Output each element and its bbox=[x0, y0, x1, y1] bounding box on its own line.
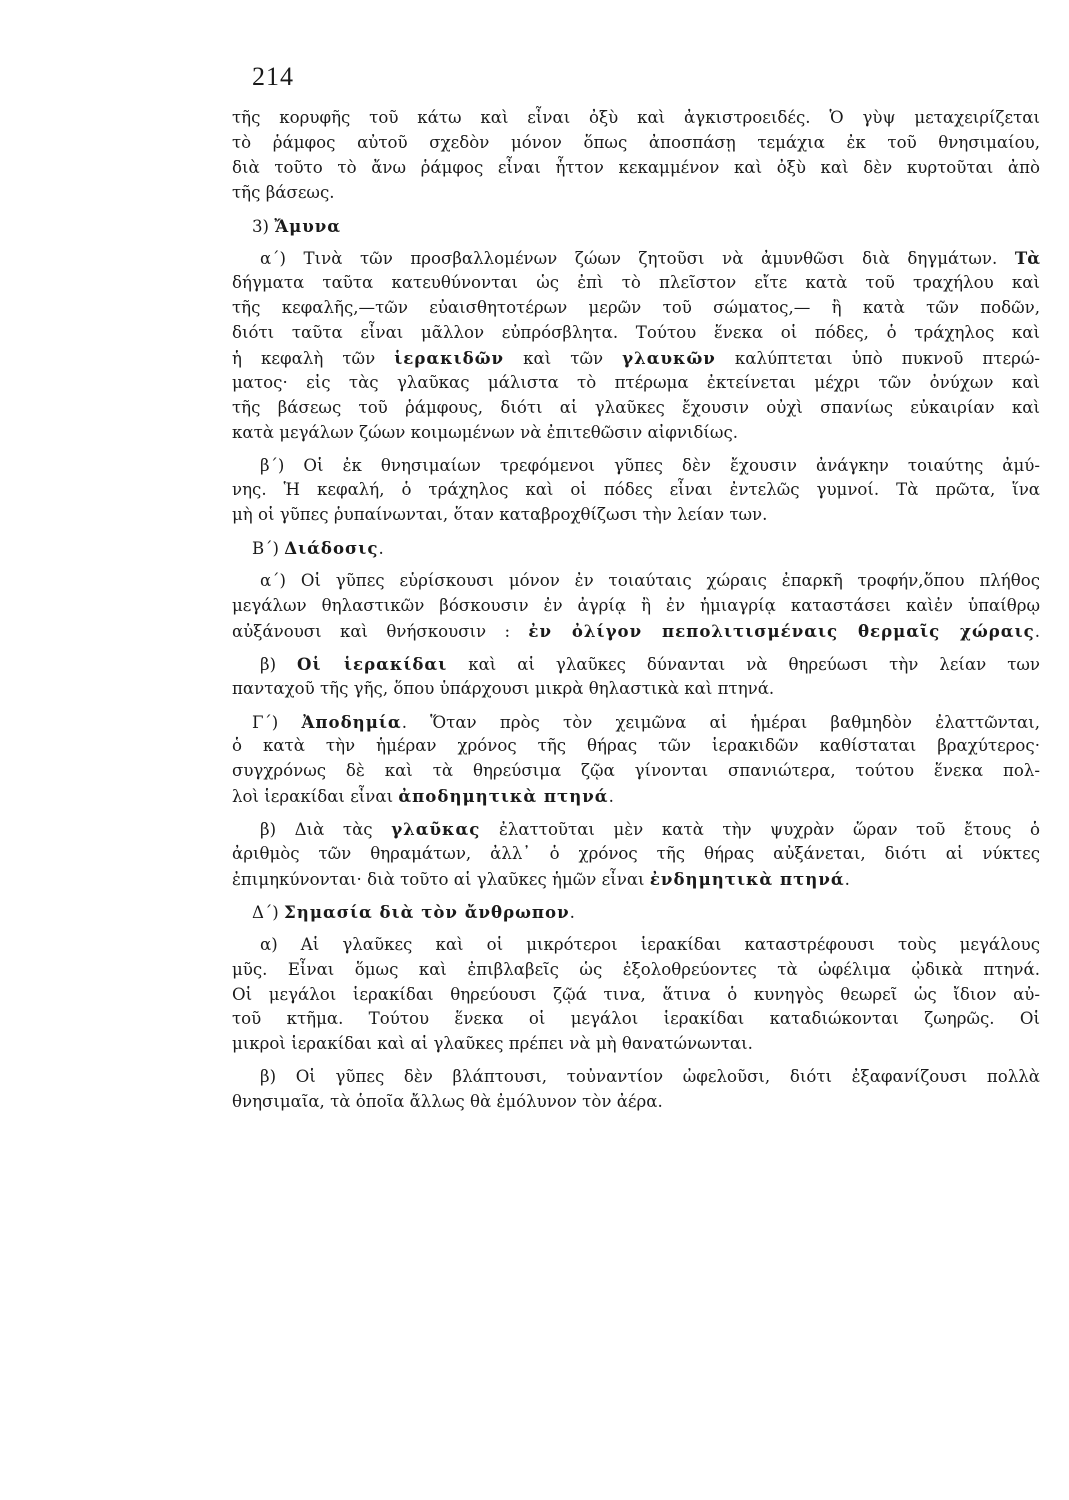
text-line: β) Διὰ τὰς γλαῦκας ἐλαττοῦται μὲν κατὰ τὴν ψυχρὰν ὥραν τοῦ ἔτους ὁ bbox=[260, 819, 1040, 840]
bold-term: Οἱ ἱερακίδαι bbox=[297, 653, 448, 674]
text-line: θνησιμαῖα, τὰ ὁποῖα ἄλλως θὰ ἐμόλυνον τὸν ἀέρα. bbox=[232, 1092, 663, 1112]
bold-term: ἱερακιδῶν bbox=[394, 348, 505, 369]
text-line: μῦς. Εἶναι ὅμως καὶ ἐπιβλαβεῖς ὡς ἐξολοθρεύοντες τὰ ὠφέλιμα ᾠδικὰ πτηνά. bbox=[232, 959, 1040, 979]
text-line: πανταχοῦ τῆς γῆς, ὅπου ὑπάρχουσι μικρὰ θηλαστικὰ καὶ πτηνά. bbox=[232, 678, 775, 698]
section-heading-significance: Δ΄) Σημασία διὰ τὸν ἄνθρωπον. bbox=[252, 901, 575, 922]
text-line: δήγματα ταῦτα κατευθύνονται ὡς ἐπὶ τὸ πλεῖστον εἴτε κατὰ τοῦ τραχήλου καὶ bbox=[232, 273, 1040, 293]
text-line: μεγάλων θηλαστικῶν βόσκουσιν ἐν ἀγρίᾳ ἢ ἐν ἡμιαγρίᾳ καταστάσει καὶἐν ὑπαίθρῳ bbox=[232, 596, 1040, 616]
heading-text: Σημασία διὰ τὸν ἄνθρωπον bbox=[284, 901, 570, 922]
text-line: ματος· εἰς τὰς γλαῦκας μάλιστα τὸ πτέρωμα ἐκτείνεται μέχρι τῶν ὀνύχων καὶ bbox=[232, 372, 1040, 392]
bold-term: ἐνδημητικὰ πτηνά bbox=[649, 868, 845, 889]
text-line: β) Οἱ γῦπες δὲν βλάπτουσι, τοὐναντίον ὠφελοῦσι, διότι ἐξαφανίζουσι πολλὰ bbox=[260, 1067, 1040, 1087]
page-number: 214 bbox=[252, 62, 294, 91]
text-line: α) Αἱ γλαῦκες καὶ οἱ μικρότεροι ἱερακίδαι καταστρέφουσι τοὺς μεγάλους bbox=[260, 934, 1040, 954]
bold-text: Τὰ bbox=[1014, 248, 1040, 269]
text-line: Οἱ μεγάλοι ἱερακίδαι θηρεύουσι ζῷά τινα, ἅτινα ὁ κυνηγὸς θεωρεῖ ὡς ἴδιον αὐ- bbox=[232, 984, 1040, 1004]
bold-term: ἀποδημητικὰ πτηνά bbox=[398, 786, 609, 807]
text-line: διότι ταῦτα εἶναι μᾶλλον εὐπρόσβλητα. Τούτου ἕνεκα οἱ πόδες, ὁ τράχηλος καὶ bbox=[232, 323, 1040, 343]
heading-text: Ἄμυνα bbox=[274, 215, 342, 236]
text-line: κατὰ μεγάλων ζώων κοιμωμένων νὰ ἐπιτεθῶσιν αἰφνιδίως. bbox=[232, 422, 739, 442]
text-line: α΄) Τινὰ τῶν προσβαλλομένων ζώων ζητοῦσι νὰ ἀμυνθῶσι διὰ δηγμάτων. Τὰ bbox=[260, 248, 1040, 269]
text-line: ἡ κεφαλὴ τῶν ἱερακιδῶν καὶ τῶν γλαυκῶν καλύπτεται ὑπὸ πυκνοῦ πτερώ- bbox=[232, 348, 1040, 369]
section-heading-migration: Γ΄) Ἀποδημία. Ὅταν πρὸς τὸν χειμῶνα αἱ ἡμέραι βαθμηδὸν ἐλαττῶνται, bbox=[252, 711, 1040, 732]
text-line: ὁ κατὰ τὴν ἡμέραν χρόνος τῆς θήρας τῶν ἱερακιδῶν καθίσταται βραχύτερος· bbox=[232, 736, 1040, 756]
text-line: ἐπιμηκύνονται· διὰ τοῦτο αἱ γλαῦκες ἡμῶν εἶναι ἐνδημητικὰ πτηνά. bbox=[232, 868, 850, 889]
text-line: ἀριθμὸς τῶν θηραμάτων, ἀλλ᾽ ὁ χρόνος τῆς θήρας αὐξάνεται, διότι αἱ νύκτες bbox=[232, 844, 1040, 864]
text-line: τῆς κορυφῆς τοῦ κάτω καὶ εἶναι ὀξὺ καὶ ἀγκιστροειδές. Ὁ γὺψ μεταχειρίζεται bbox=[232, 108, 1040, 127]
text-line: αὐξάνουσι καὶ θνήσκουσιν : ἐν ὀλίγον πεπολιτισμέναις θερμαῖς χώραις. bbox=[232, 620, 1040, 641]
text-line: λοὶ ἱερακίδαι εἶναι ἀποδημητικὰ πτηνά. bbox=[232, 786, 614, 807]
text-line: τῆς κεφαλῆς,—τῶν εὐαισθητοτέρων μερῶν τοῦ σώματος,— ἢ κατὰ τῶν ποδῶν, bbox=[232, 298, 1040, 318]
text-line: β΄) Οἱ ἐκ θνησιμαίων τρεφόμενοι γῦπες δὲν ἔχουσιν ἀνάγκην τοιαύτης ἀμύ- bbox=[260, 455, 1040, 475]
text-line: τῆς βάσεως τοῦ ῥάμφους, διότι αἱ γλαῦκες ἔχουσιν οὐχὶ σπανίως εὐκαιρίαν καὶ bbox=[232, 397, 1040, 417]
text-line: νης. Ἡ κεφαλή, ὁ τράχηλος καὶ οἱ πόδες εἶναι ἐντελῶς γυμνοί. Τὰ πρῶτα, ἵνα bbox=[232, 480, 1040, 500]
text-line: μὴ οἱ γῦπες ῥυπαίνωνται, ὅταν καταβροχθίζωσι τὴν λείαν των. bbox=[232, 505, 768, 525]
section-heading-distribution: Β΄) Διάδοσις. bbox=[252, 538, 384, 559]
text-line: β) Οἱ ἱερακίδαι καὶ αἱ γλαῦκες δύνανται νὰ θηρεύωσι τὴν λείαν των bbox=[260, 653, 1040, 674]
text-body bbox=[232, 106, 1040, 1115]
text-line: συγχρόνως δὲ καὶ τὰ θηρεύσιμα ζῷα γίνονται σπανιώτερα, τούτου ἕνεκα πολ- bbox=[232, 761, 1040, 781]
text-line: τοῦ κτῆμα. Τούτου ἕνεκα οἱ μεγάλοι ἱερακίδαι καταδιώκονται ζωηρῶς. Οἱ bbox=[232, 1009, 1040, 1029]
text-line: α΄) Οἱ γῦπες εὑρίσκουσι μόνον ἐν τοιαύταις χώραις ἐπαρκῆ τροφήν,ὅπου πλήθος bbox=[260, 571, 1040, 591]
bold-term: ἐν ὀλίγον πεπολιτισμέναις θερμαῖς χώραις bbox=[528, 620, 1035, 641]
heading-text: Διάδοσις bbox=[284, 538, 379, 559]
text-line: διὰ τοῦτο τὸ ἄνω ῥάμφος εἶναι ἧττον κεκαμμένον καὶ ὀξὺ καὶ δὲν κυρτοῦται ἀπὸ bbox=[232, 157, 1040, 177]
text-line: μικροὶ ἱερακίδαι καὶ αἱ γλαῦκες πρέπει νὰ μὴ θανατώνωνται. bbox=[232, 1034, 753, 1054]
text-line: τῆς βάσεως. bbox=[232, 182, 335, 202]
section-heading-defense: 3) Ἄμυνα bbox=[252, 215, 342, 236]
bold-term: γλαυκῶν bbox=[622, 348, 716, 369]
text-line: τὸ ῥάμφος αὐτοῦ σχεδὸν μόνον ὅπως ἀποσπάσῃ τεμάχια ἐκ τοῦ θνησιμαίου, bbox=[232, 132, 1040, 152]
bold-term: γλαῦκας bbox=[391, 819, 481, 840]
heading-text: Ἀποδημία bbox=[301, 711, 402, 732]
